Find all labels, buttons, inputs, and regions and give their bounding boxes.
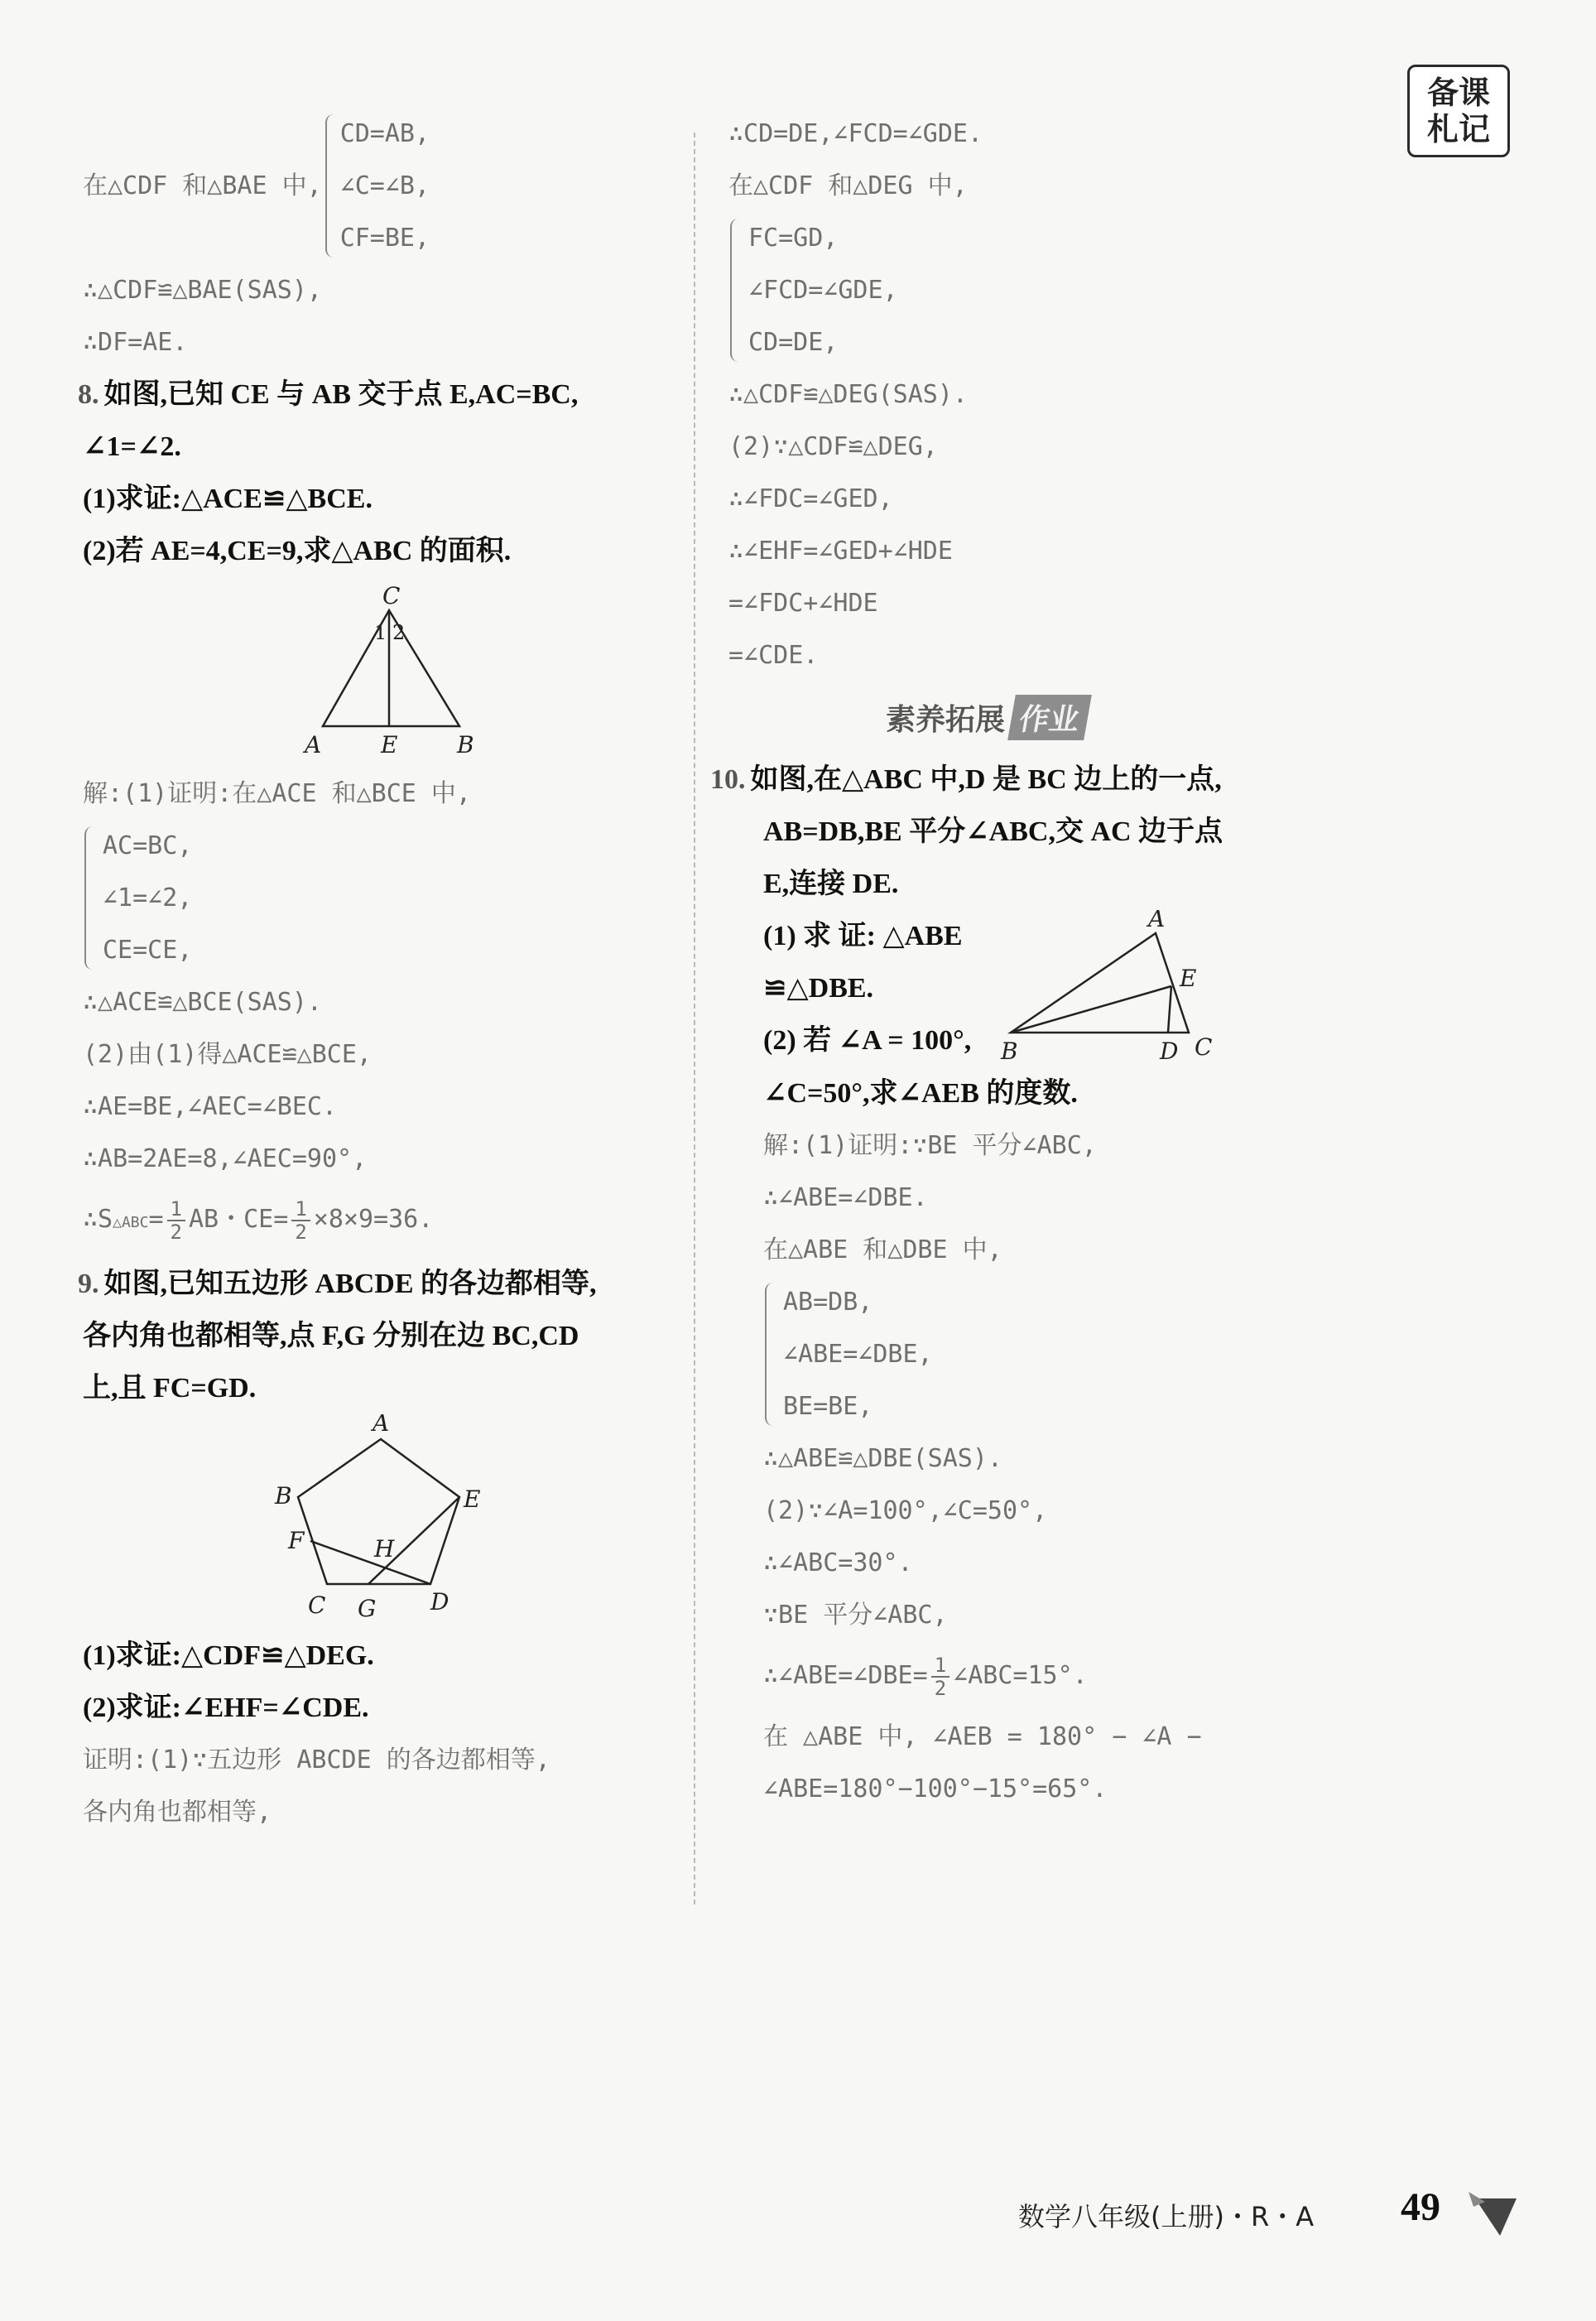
q7-proof-brace <box>322 108 430 264</box>
q8-area-frac2 <box>291 1198 310 1243</box>
q10-label-B: B <box>1001 1038 1018 1065</box>
q9-label-D: D <box>430 1588 449 1616</box>
frac-denominator: 2 <box>170 1220 182 1244</box>
q8-text1: 如图,已知 CE 与 AB 交于点 E,AC=BC, <box>103 379 579 410</box>
q8-label-2: 2 <box>392 621 406 644</box>
q9-answer-2: 各内角也都相等, <box>83 1798 272 1827</box>
q9-label-A: A <box>373 1414 390 1437</box>
q10-a8-frac <box>931 1654 949 1699</box>
q10-answer-4: ∴△ABE≌△DBE(SAS). <box>763 1444 1002 1473</box>
stamp-line2: 札记 <box>1426 111 1490 147</box>
q7-cond-2: ∠C=∠B, <box>339 171 430 200</box>
frac-numerator: 1 <box>167 1198 185 1221</box>
q10-parts <box>763 910 971 1067</box>
q10-answer-cond-2: ∠ABE=∠DBE, <box>783 1340 933 1369</box>
q7-cond-1: CD=AB, <box>339 119 430 148</box>
q9-answer-8: ∴∠EHF=∠GED+∠HDE <box>728 537 953 566</box>
q9-answer-7: ∴∠FDC=∠GED, <box>728 484 893 513</box>
stamp-line1: 备课 <box>1426 75 1490 111</box>
q9-answer-5: ∴△CDF≌△DEG(SAS). <box>728 380 968 409</box>
q9-stem-line3: 上,且 FC=GD. <box>83 1373 257 1404</box>
q7-cond-3: CF=BE, <box>339 224 430 253</box>
q9-label-F: F <box>288 1527 305 1554</box>
notes-stamp <box>1407 65 1510 157</box>
q9-answer-3: ∴CD=DE,∠FCD=∠GDE. <box>728 119 983 148</box>
q10-answer-2: ∴∠ABE=∠DBE. <box>763 1183 928 1212</box>
q8-area-end: ×8×9=36. <box>313 1205 434 1234</box>
q10-answer-1: 解:(1)证明:∵BE 平分∠ABC, <box>763 1131 1097 1160</box>
q8-answer-3: (2)由(1)得△ACE≌△BCE, <box>83 1040 372 1069</box>
q10-answer-5: (2)∵∠A=100°,∠C=50°, <box>763 1496 1048 1525</box>
frac-numerator: 1 <box>291 1198 310 1221</box>
q10-stem-line1 <box>710 754 1324 806</box>
q10-label-C: C <box>1195 1033 1213 1061</box>
q10-answer-3: 在△ABE 和△DBE 中, <box>763 1235 1002 1264</box>
q8-number: 8. <box>78 379 99 410</box>
q10-part1b: ≌△DBE. <box>763 973 874 1004</box>
footer-book-title: 数学八年级(上册)・R・A <box>1018 2201 1315 2232</box>
q10-text1: 如图,在△ABC 中,D 是 BC 边上的一点, <box>750 764 1222 795</box>
q10-answer-8 <box>728 1641 1324 1711</box>
q9-answer-cond-1: FC=GD, <box>748 224 839 253</box>
banner-title: 素养拓展 <box>886 703 1006 737</box>
left-column <box>78 108 679 1838</box>
q8-label-E: E <box>381 731 398 758</box>
q7-proof-prefix: 在△CDF 和△BAE 中, <box>83 171 322 200</box>
q9-label-H: H <box>374 1535 395 1563</box>
q10-a8-pre: ∴∠ABE=∠DBE= <box>763 1661 928 1690</box>
q10-stem-line3: E,连接 DE. <box>763 869 899 899</box>
frac-denominator: 2 <box>934 1676 947 1700</box>
q9-answer-cond-3: CD=DE, <box>748 328 839 357</box>
q9-part2: (2)求证:∠EHF=∠CDE. <box>83 1693 369 1723</box>
q10-answer-brace <box>728 1276 1324 1433</box>
q8-answer-brace <box>83 820 679 976</box>
q8-stem-line2: ∠1=∠2. <box>83 431 181 462</box>
q8-part1: (1)求证:△ACE≌△BCE. <box>83 484 373 514</box>
q8-label-1: 1 <box>374 621 387 644</box>
q9-answer-10: =∠CDE. <box>728 641 819 670</box>
right-column <box>710 108 1324 1815</box>
q10-answer-cond-1: AB=DB, <box>783 1288 873 1317</box>
q9-text1: 如图,已知五边形 ABCDE 的各边都相等, <box>103 1269 597 1299</box>
q8-label-C: C <box>382 582 401 609</box>
q10-answer-7: ∵BE 平分∠ABC, <box>763 1601 948 1630</box>
q10-stem-line2: AB=DB,BE 平分∠ABC,交 AC 边于点 <box>763 816 1223 847</box>
column-divider <box>694 132 695 1904</box>
q7-conclusion-congruent: ∴△CDF≌△BAE(SAS), <box>83 276 322 305</box>
q9-answer-9: =∠FDC+∠HDE <box>728 589 878 618</box>
q10-label-D: D <box>1160 1038 1179 1065</box>
q10-triangle-figure <box>978 910 1259 1067</box>
q8-answer-area <box>83 1185 679 1258</box>
q8-label-A: A <box>305 731 322 758</box>
q9-part1: (1)求证:△CDF≌△DEG. <box>83 1640 374 1671</box>
q9-answer-4: 在△CDF 和△DEG 中, <box>728 171 968 200</box>
q9-label-B: B <box>275 1482 292 1510</box>
q8-answer-5: ∴AB=2AE=8,∠AEC=90°, <box>83 1144 368 1173</box>
q9-answer-brace <box>728 212 1324 368</box>
q10-answer-10: ∠ABE=180°−100°−15°=65°. <box>763 1774 1108 1803</box>
q9-stem-line2: 各内角也都相等,点 F,G 分别在边 BC,CD <box>83 1321 579 1351</box>
q9-label-E: E <box>464 1486 481 1513</box>
q8-area-S: ∴S <box>83 1205 113 1234</box>
q9-answer-cond-2: ∠FCD=∠GDE, <box>748 276 898 305</box>
q8-answer-cond-1: AC=BC, <box>103 831 193 860</box>
q8-answer-cond-3: CE=CE, <box>103 936 193 965</box>
q9-pentagon-figure <box>83 1414 679 1630</box>
q8-part2: (2)若 AE=4,CE=9,求△ABC 的面积. <box>83 536 512 566</box>
q10-number: 10. <box>710 764 746 795</box>
q8-area-eq: = <box>148 1205 164 1234</box>
q10-part2a: (2) 若 ∠A = 100°, <box>763 1025 972 1056</box>
banner-tag: 作业 <box>1007 695 1092 740</box>
q10-answer-9: 在 △ABE 中, ∠AEB = 180° − ∠A − <box>763 1722 1202 1751</box>
q9-stem-line1 <box>78 1258 679 1310</box>
frac-numerator: 1 <box>931 1654 949 1678</box>
q8-answer-1: 解:(1)证明:在△ACE 和△BCE 中, <box>83 779 471 808</box>
q8-label-B: B <box>457 731 474 758</box>
q10-answer-cond-3: BE=BE, <box>783 1392 873 1421</box>
q9-label-G: G <box>358 1595 377 1622</box>
q9-answer-1: 证明:(1)∵五边形 ABCDE 的各边都相等, <box>83 1746 550 1774</box>
q8-answer-cond-2: ∠1=∠2, <box>103 884 193 913</box>
q7-conclusion-equal: ∴DF=AE. <box>83 328 188 357</box>
q8-answer-2: ∴△ACE≌△BCE(SAS). <box>83 988 322 1017</box>
page-number: 49 <box>1401 2185 1440 2229</box>
q9-label-C: C <box>308 1591 326 1619</box>
q8-area-frac1 <box>167 1198 185 1243</box>
q10-a8-end: ∠ABC=15°. <box>953 1661 1088 1690</box>
q10-parts-with-figure <box>728 910 1324 1067</box>
q10-label-A: A <box>1148 910 1166 932</box>
frac-denominator: 2 <box>295 1220 307 1244</box>
q8-area-mid: AB・CE= <box>189 1205 289 1234</box>
q9-number: 9. <box>78 1269 99 1299</box>
q8-answer-4: ∴AE=BE,∠AEC=∠BEC. <box>83 1092 338 1121</box>
q8-stem-line1 <box>78 368 679 421</box>
q10-part2b: ∠C=50°,求∠AEB 的度数. <box>763 1078 1078 1109</box>
q8-triangle-figure <box>83 577 679 768</box>
q10-label-E: E <box>1180 965 1197 992</box>
corner-arrow-icon <box>1467 2190 1525 2240</box>
section-banner <box>886 695 1088 740</box>
q10-answer-6: ∴∠ABC=30°. <box>763 1548 913 1577</box>
q8-area-sub: △ABC <box>113 1214 149 1231</box>
q9-answer-6: (2)∵△CDF≌△DEG, <box>728 432 938 461</box>
q10-part1a: (1) 求 证: △ABE <box>763 921 963 951</box>
q7-proof-condition-block <box>83 108 679 264</box>
